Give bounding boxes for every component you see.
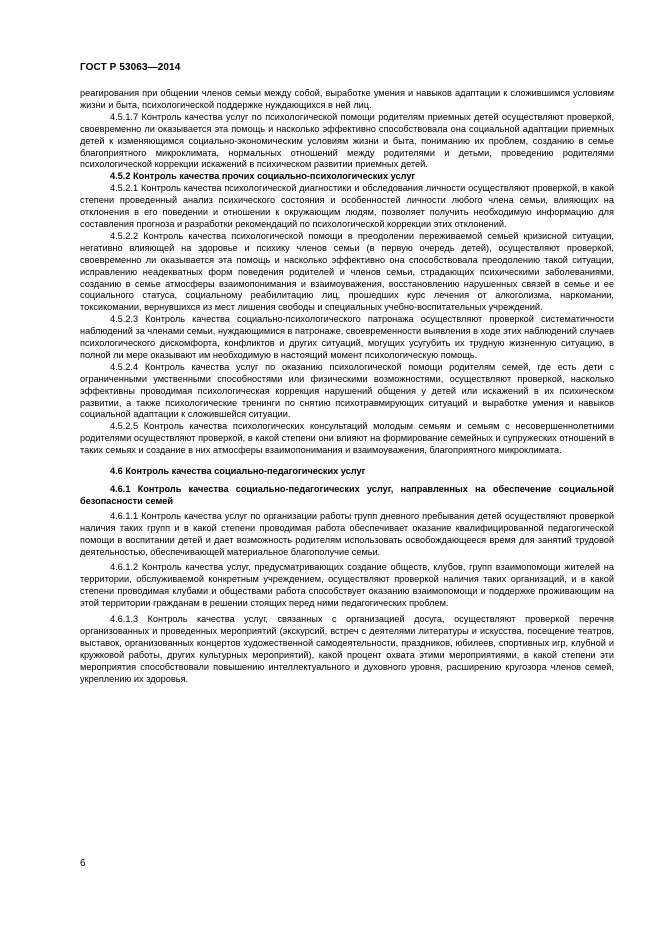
paragraph-4-5-2-3: 4.5.2.3 Контроль качества социально-психологического патронажа осуществляют проверкой систематичности наблюдений за членами семьи, нуждающимися в патронаже, своевременности выявления в ходе этих наблюдений случаев психологического дискомфорта, конфликтов и других ситуаций, могущих усугубить их трудную жизненную ситуацию, в полной ли мере оказывают им необходимую в настоящий момент психологическую помощь. (80, 314, 614, 360)
paragraph-continuation: реагирования при общении членов семьи между собой, выработке умения и навыков адаптации к сложившимся условиям жизни и быта, психологической поддержке нуждающихся в ней лиц. (80, 88, 614, 110)
paragraph-4-6-1-3: 4.6.1.3 Контроль качества услуг, связанных с организацией досуга, осуществляют проверкой перечня организованных и проведенных мероприятий (экскурсий, встреч с деятелями литературы и искусства, посещение театров, выставок, организованных концертов художественной самодеятельности, праздников, юбилеев, спортивных игр, клубной и кружковой работы, других культурных мероприятий), какой процент охвата этими мероприятиями, в какой степени эти мероприятия способствовали повышению интеллектуального и духовного уровня, расширению кругозора членов семей, укреплению их здоровья. (80, 614, 614, 684)
section-heading-4-6-1: 4.6.1 Контроль качества социально-педагогических услуг, направленных на обеспечение социальной безопасности семей (80, 484, 614, 506)
paragraph-4-5-1-7: 4.5.1.7 Контроль качества услуг по психологической помощи родителям приемных детей осуществляют проверкой, своевременно ли оказывается эта помощь и насколько эффективно способствовала она социальной адаптации приемных детей к изменяющимся социально-экономическим условиям жизни и быта, пониманию их проблем, созданию в семье благоприятного микроклимата, нормальных отношений между родителями и детьми, проведению родителями психологической коррекции искажений в психическом развитии приемных детей. (80, 111, 614, 170)
page-number: 6 (80, 858, 86, 869)
paragraph-4-6-1-2: 4.6.1.2 Контроль качества услуг, предусматривающих создание обществ, клубов, групп взаимопомощи жителей на территории, обслуживаемой конкретным учреждением, осуществляют проверкой наличия таких организаций, и в какой степени проводимая клубами и обществами работа способствует оказанию взаимопомощи и поддержке проживающим на этой территории гражданам в решении стоящих перед ними педагогических проблем. (80, 562, 614, 609)
paragraph-4-5-2-2: 4.5.2.2 Контроль качества психологической помощи в преодолении переживаемой семьей кризисной ситуации, негативно влияющей на здоровье и психику членов семьи (в первую очередь детей), осуществляют проверкой, своевременно ли оказывается эта помощь и насколько эффективно она способствовала преодолению такой ситуации, исправлению неадекватных форм поведения родителей и членов семьи, страдающих психическими заболеваниями, созданию в семье атмосферы взаимопонимания и взаимоуважения, восстановлению нарушенных связей в семье и ее социального статуса, социальному реабилитацию лиц, прошедших курс лечения от алкоголизма, наркомании, токсикомании, вернувшихся из мест лишения свободы и специальных учебно-воспитательных учреждений. (80, 230, 614, 313)
document-body (80, 88, 614, 686)
section-heading-4-6: 4.6 Контроль качества социально-педагогических услуг (110, 466, 366, 477)
section-heading-4-5-2: 4.5.2 Контроль качества прочих социально-психологических услуг (110, 171, 416, 182)
standard-header: ГОСТ Р 53063—2014 (80, 62, 181, 73)
paragraph-4-5-2-4: 4.5.2.4 Контроль качества услуг по оказанию психологической помощи родителям семей, где есть дети с ограниченными умственными способностями или физическими возможностями, осуществляют проверкой, насколько эффективны проводимая психологическая коррекция нарушений общения у детей или искажений в их психическом развитии, а также психологические тренинги по снятию психотравмирующих ситуаций и выработке умения и навыков социальной адаптации к сложившейся ситуации. (80, 361, 614, 420)
paragraph-4-5-2-1: 4.5.2.1 Контроль качества психологической диагностики и обследования личности осуществляют проверкой, в какой степени проведенный анализ психического состояния и особенностей личности любого члена семьи, влияющих на отклонения в его поведении и отношении к окружающим людям, позволяет получить необходимую информацию для составления прогноза и разработки рекомендаций по психологической коррекции этих отклонений. (80, 183, 614, 229)
paragraph-4-5-2-5: 4.5.2.5 Контроль качества психологических консультаций молодым семьям и семьям с несовершеннолетними родителями осуществляют проверкой, в какой степени они влияют на формирование семейных и супружеских отношений в таких семьях и создание в них атмосферы взаимопонимания и взаимоуважения, благоприятного микроклимата. (80, 421, 614, 456)
paragraph-4-6-1-1: 4.6.1.1 Контроль качества услуг по организации работы групп дневного пребывания детей осуществляют проверкой наличия таких групп и в какой степени проводимая работа обеспечивает оказание квалифицированной педагогической помощи в воспитании детей и дает возможность родителям использовать освобождающееся время для занятий трудовой деятельностью, обеспечивающей материальное благополучие семьи. (80, 510, 614, 557)
